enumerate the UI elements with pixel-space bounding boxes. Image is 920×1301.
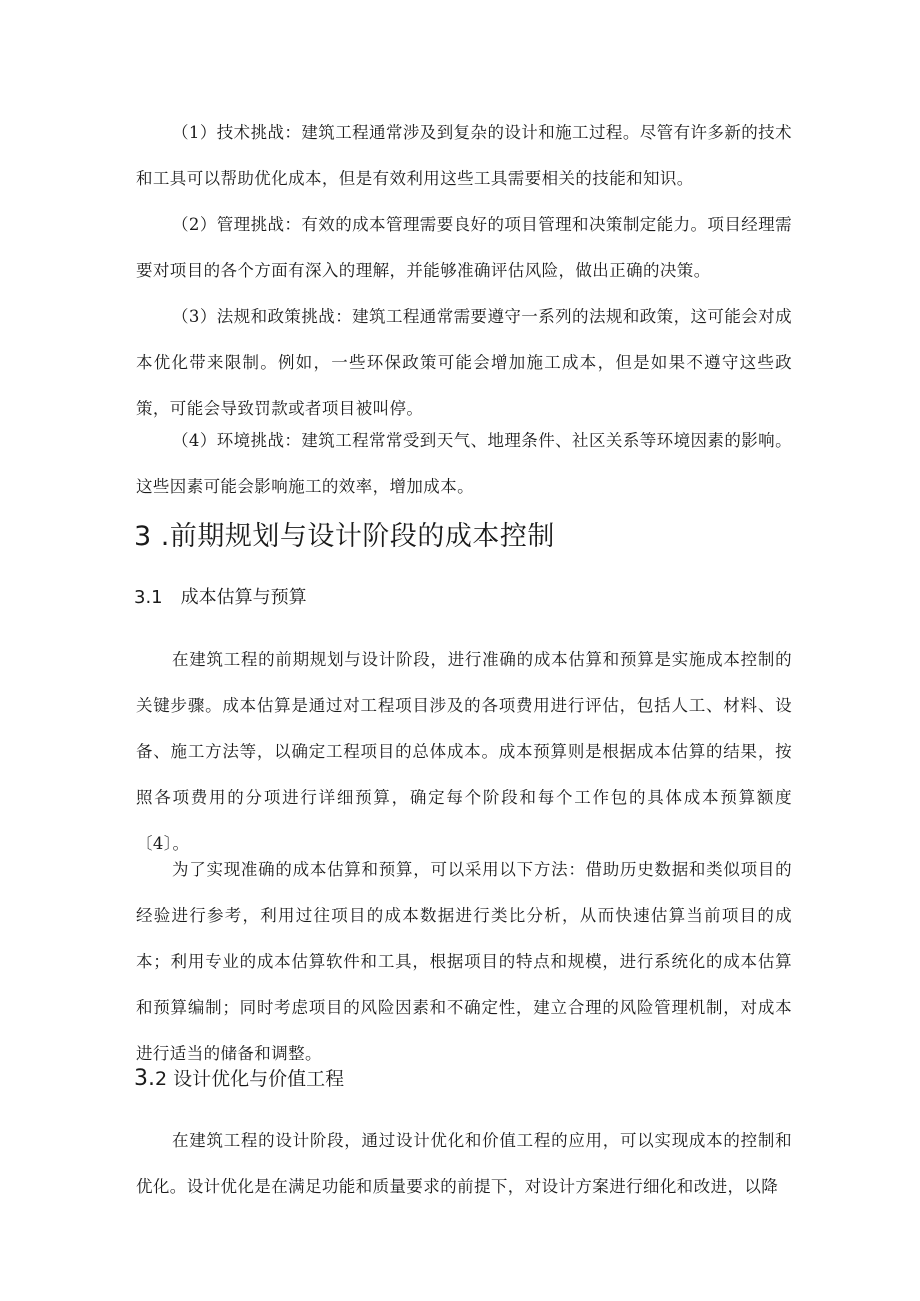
subsection-title: 成本估算与预算 xyxy=(180,587,307,608)
section-heading-3: 3 .前期规划与设计阶段的成本控制 xyxy=(134,521,555,552)
subsection-heading-3-2 xyxy=(134,1064,344,1094)
subsection-number: 3.1 xyxy=(134,587,163,608)
paragraph-regulation-challenge: （3）法规和政策挑战：建筑工程通常需要遵守一系列的法规和政策，这可能会对成本优化带来限制。例如，一些环保政策可能会增加施工成本，但是如果不遵守这些政策，可能会导致罚款或者项目被叫停。 xyxy=(136,307,792,418)
paragraph-management-challenge: （2）管理挑战：有效的成本管理需要良好的项目管理和决策制定能力。项目经理需要对项目的各个方面有深入的理解，并能够准确评估风险，做出正确的决策。 xyxy=(136,215,792,280)
paragraph-cost-estimation: 在建筑工程的前期规划与设计阶段，进行准确的成本估算和预算是实施成本控制的关键步骤。成本估算是通过对工程项目涉及的各项费用进行评估，包括人工、材料、设备、施工方法等，以确定工程项目的总体成本。成本预算则是根据成本估算的结果，按照各项费用的分项进行详细预算，确定每个阶段和每个工作包的具体成本预算额度〔4〕。 xyxy=(136,650,792,853)
paragraph-estimation-methods: 为了实现准确的成本估算和预算，可以采用以下方法：借助历史数据和类似项目的经验进行参考，利用过往项目的成本数据进行类比分析，从而快速估算当前项目的成本；利用专业的成本估算软件和工具，根据项目的特点和规模，进行系统化的成本估算和预算编制；同时考虑项目的风险因素和不确定性，建立合理的风险管理机制，对成本进行适当的储备和调整。 xyxy=(136,860,792,1063)
paragraph-environment-challenge: （4）环境挑战：建筑工程常常受到天气、地理条件、社区关系等环境因素的影响。这些因素可能会影响施工的效率，增加成本。 xyxy=(136,431,792,496)
subsection-number: 3. xyxy=(134,1066,155,1091)
subsection-title: 2 设计优化与价值工程 xyxy=(155,1068,345,1090)
paragraph-technical-challenge: （1）技术挑战：建筑工程通常涉及到复杂的设计和施工过程。尽管有许多新的技术和工具可以帮助优化成本，但是有效利用这些工具需要相关的技能和知识。 xyxy=(136,123,792,188)
paragraph-design-optimization: 在建筑工程的设计阶段，通过设计优化和价值工程的应用，可以实现成本的控制和优化。设计优化是在满足功能和质量要求的前提下，对设计方案进行细化和改进，以降 xyxy=(136,1131,792,1196)
subsection-heading-3-1 xyxy=(134,585,307,611)
